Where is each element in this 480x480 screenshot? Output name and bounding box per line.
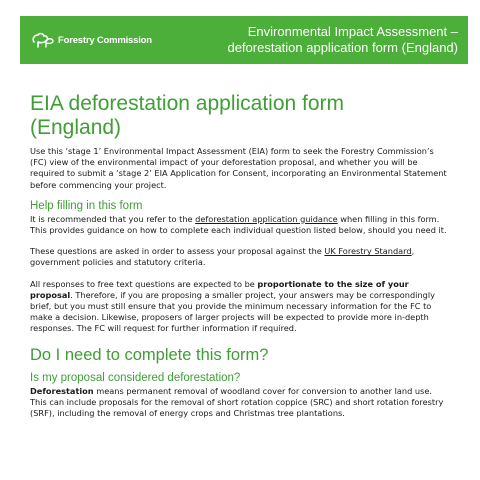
help-paragraph-3	[30, 279, 450, 335]
deforestation-subheading: Is my proposal considered deforestation?	[30, 371, 241, 384]
tree-logo-icon	[32, 32, 54, 48]
help-p3-text-a: All responses to free text questions are expected to be	[30, 278, 258, 289]
page-title	[30, 92, 450, 140]
help-p2-text-a: These questions are asked in order to assess your proposal against the	[30, 246, 325, 257]
intro-paragraph: Use this ‘stage 1’ Environmental Impact Assessment (EIA) form to seek the Forestry Commission’s (FC) view of the environmental impact of your deforestation proposal, and whether you will be required to submit a ‘stage 2’ EIA Application for Consent, incorporating an Environmental Statement before commencing your project.	[30, 146, 447, 190]
page-title-line2: (England)	[30, 116, 122, 139]
help-p3-text-b: . Therefore, if you are proposing a smaller project, your answers may be correspondingly brief, but you must still ensure that you provide the minimum necessary information for the FC to make a decision. Likewise, proposers of larger projects will be expected to provide more in-depth responses. The FC will request for further information if required.	[30, 289, 435, 334]
help-heading: Help filling in this form	[30, 199, 143, 212]
help-p3-bold: proportionate to the size of your proposal	[30, 278, 409, 300]
deforestation-term: Deforestation	[30, 385, 94, 396]
banner-title	[227, 24, 458, 56]
page-title-line1: EIA deforestation application form	[30, 92, 345, 115]
help-p2-text-b: , government policies and statutory criteria.	[30, 246, 415, 268]
header-banner	[20, 16, 468, 64]
logo-text: Forestry Commission	[58, 34, 152, 46]
forestry-commission-logo	[32, 32, 152, 48]
deforestation-paragraph	[30, 386, 450, 420]
banner-title-line1: Environmental Impact Assessment –	[247, 24, 458, 39]
help-paragraph-2	[30, 246, 450, 268]
complete-heading: Do I need to complete this form?	[30, 345, 269, 364]
deforestation-definition: means permanent removal of woodland cover for conversion to another land use. This can include proposals for the removal of short rotation coppice (SRC) and short rotation forestry (SRF), including the removal of energy crops and Christmas tree plantations.	[30, 385, 444, 419]
help-paragraph-1	[30, 214, 450, 236]
help-p1-text-a: It is recommended that you refer to the	[30, 213, 196, 224]
help-p1-text-b: when filling in this form. This provides guidance on how to complete each individual question listed below, should you need it.	[30, 213, 447, 236]
uk-forestry-standard-link[interactable]: UK Forestry Standard	[324, 246, 412, 257]
banner-title-line2: deforestation application form (England)	[227, 40, 458, 55]
deforestation-guidance-link[interactable]: deforestation application guidance	[195, 213, 338, 224]
document-body	[30, 92, 450, 419]
